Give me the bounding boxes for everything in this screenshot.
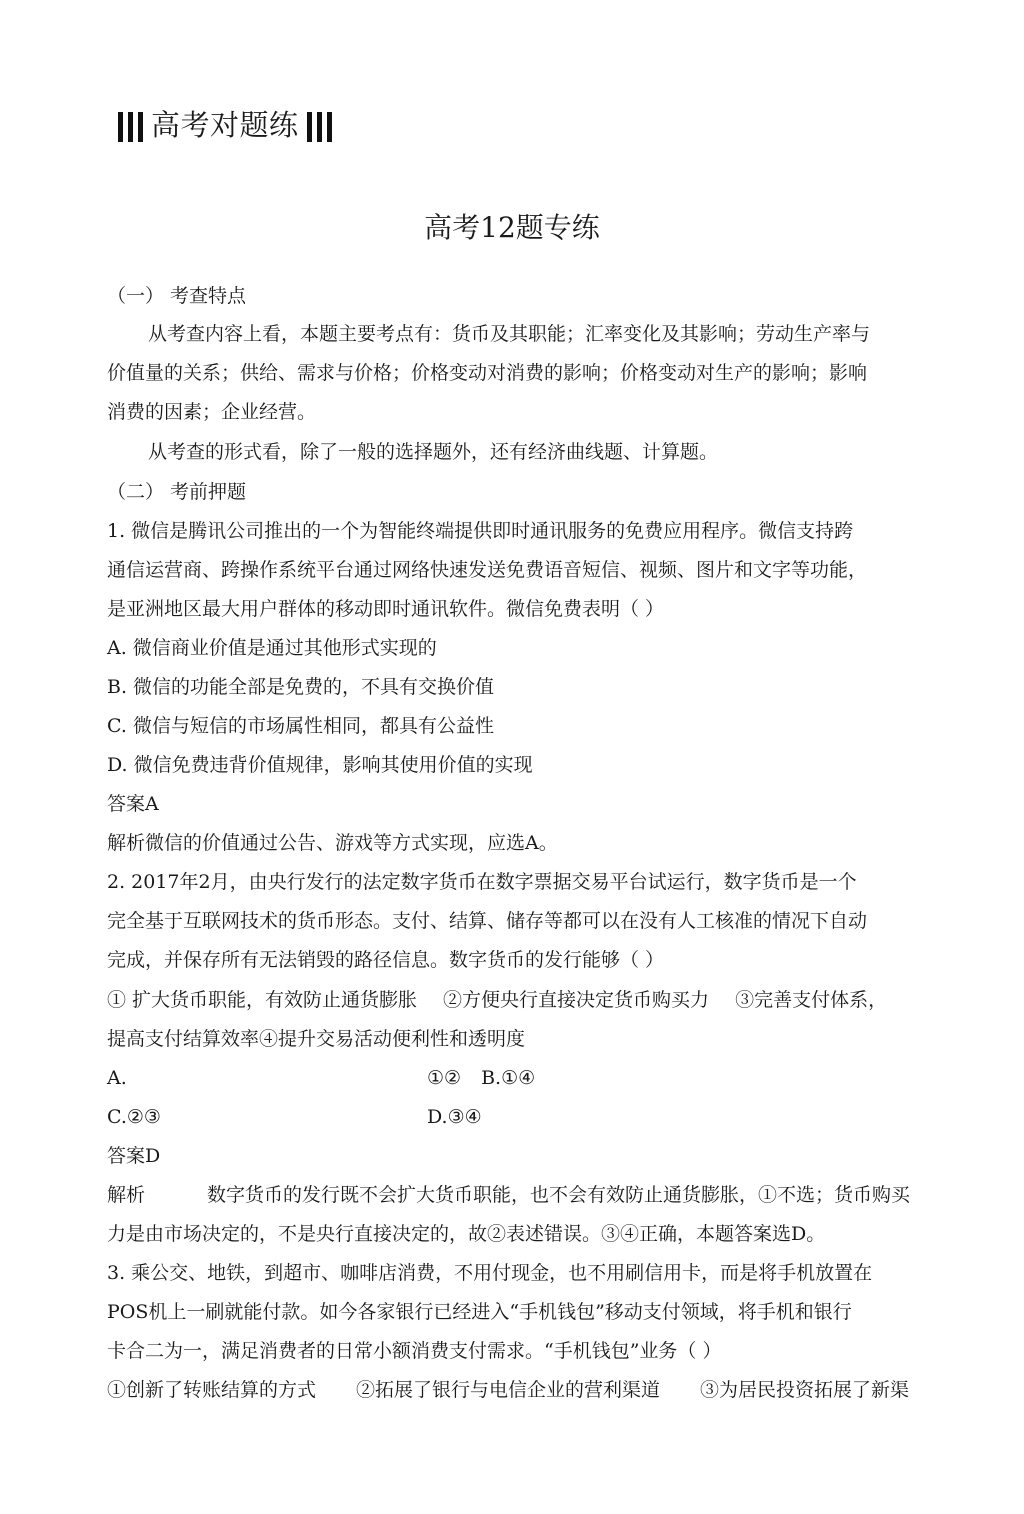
section1-para1-line2: 价值量的关系；供给、需求与价格；价格变动对消费的影响；价格变动对生产的影响；影响 (107, 362, 868, 384)
q2-analysis-line1 (107, 1183, 910, 1207)
q2-items-line2: 提高支付结算效率④提升交易活动便利性和透明度 (107, 1028, 526, 1050)
q2-option-d: D.③④ (427, 1106, 482, 1128)
q3-stem-line2: POS机上一刷就能付款。如今各家银行已经进入“手机钱包”移动支付领域，将手机和银行 (107, 1301, 852, 1323)
q2-option-c: C.②③ (107, 1106, 161, 1128)
section1-para1-line1: 从考查内容上看，本题主要考点有：货币及其职能；汇率变化及其影响；劳动生产率与 (148, 323, 871, 345)
banner-left-bars (118, 108, 143, 142)
q2-items-line1 (107, 988, 887, 1012)
q3-item-3: ③为居民投资拓展了新渠 (700, 1379, 910, 1401)
q2-item-2: ②方便央行直接决定货币购买力 (443, 989, 710, 1011)
banner-text: 高考对题练 (151, 108, 299, 142)
q1-option-c: C. 微信与短信的市场属性相同，都具有公益性 (107, 715, 494, 737)
q2-stem-line3: 完成，并保存所有无法销毁的路径信息。数字货币的发行能够（ ） (107, 949, 665, 971)
banner-right-bars (307, 108, 332, 142)
q1-option-b: B. 微信的功能全部是免费的，不具有交换价值 (107, 676, 495, 698)
q2-option-a-label: A. (107, 1067, 127, 1089)
q2-option-b: B.①④ (481, 1067, 536, 1089)
q1-option-d: D. 微信免费违背价值规律，影响其使用价值的实现 (107, 754, 533, 776)
section1-para1-line3: 消费的因素；企业经营。 (107, 401, 317, 423)
q2-option-a-b (427, 1066, 535, 1090)
q2-stem-line1: 2. 2017年2月，由央行发行的法定数字货币在数字票据交易平台试运行，数字货币是一个 (107, 871, 857, 893)
q1-analysis: 解析微信的价值通过公告、游戏等方式实现，应选A。 (107, 832, 558, 854)
section1-heading: （一） 考查特点 (107, 285, 247, 307)
q1-option-a: A. 微信商业价值是通过其他形式实现的 (107, 637, 437, 659)
q2-item-1: ① 扩大货币职能，有效防止通货膨胀 (107, 989, 418, 1011)
q2-option-a-value: ①② (427, 1067, 462, 1089)
q2-answer: 答案D (107, 1145, 161, 1167)
q2-analysis-label: 解析 (107, 1184, 146, 1206)
q3-items-line1 (107, 1378, 909, 1402)
q2-analysis-text: 数字货币的发行既不会扩大货币职能，也不会有效防止通货膨胀，①不选；货币购买 (207, 1184, 911, 1206)
q1-stem-line1: 1. 微信是腾讯公司推出的一个为智能终端提供即时通讯服务的免费应用程序。微信支持跨 (107, 520, 854, 542)
q3-item-1: ①创新了转账结算的方式 (107, 1379, 317, 1401)
q2-stem-line2: 完全基于互联网技术的货币形态。支付、结算、储存等都可以在没有人工核准的情况下自动 (107, 910, 868, 932)
q1-answer: 答案A (107, 793, 159, 815)
page-title: 高考12题专练 (424, 211, 600, 244)
q2-analysis-line2: 力是由市场决定的，不是央行直接决定的，故②表述错误。③④正确，本题答案选D。 (107, 1223, 826, 1245)
q1-stem-line3: 是亚洲地区最大用户群体的移动即时通讯软件。微信免费表明（ ） (107, 598, 665, 620)
q2-item-3: ③完善支付体系， (735, 989, 888, 1011)
q3-stem-line1: 3. 乘公交、地铁，到超市、咖啡店消费，不用付现金，也不用刷信用卡，而是将手机放置在 (107, 1262, 873, 1284)
q3-stem-line3: 卡合二为一，满足消费者的日常小额消费支付需求。“手机钱包”业务（ ） (107, 1340, 722, 1362)
section-banner (118, 108, 332, 142)
section1-para2: 从考查的形式看，除了一般的选择题外，还有经济曲线题、计算题。 (148, 441, 719, 463)
q3-item-2: ②拓展了银行与电信企业的营利渠道 (356, 1379, 661, 1401)
q1-stem-line2: 通信运营商、跨操作系统平台通过网络快速发送免费语音短信、视频、图片和文字等功能， (107, 559, 868, 581)
section2-heading: （二） 考前押题 (107, 481, 247, 503)
